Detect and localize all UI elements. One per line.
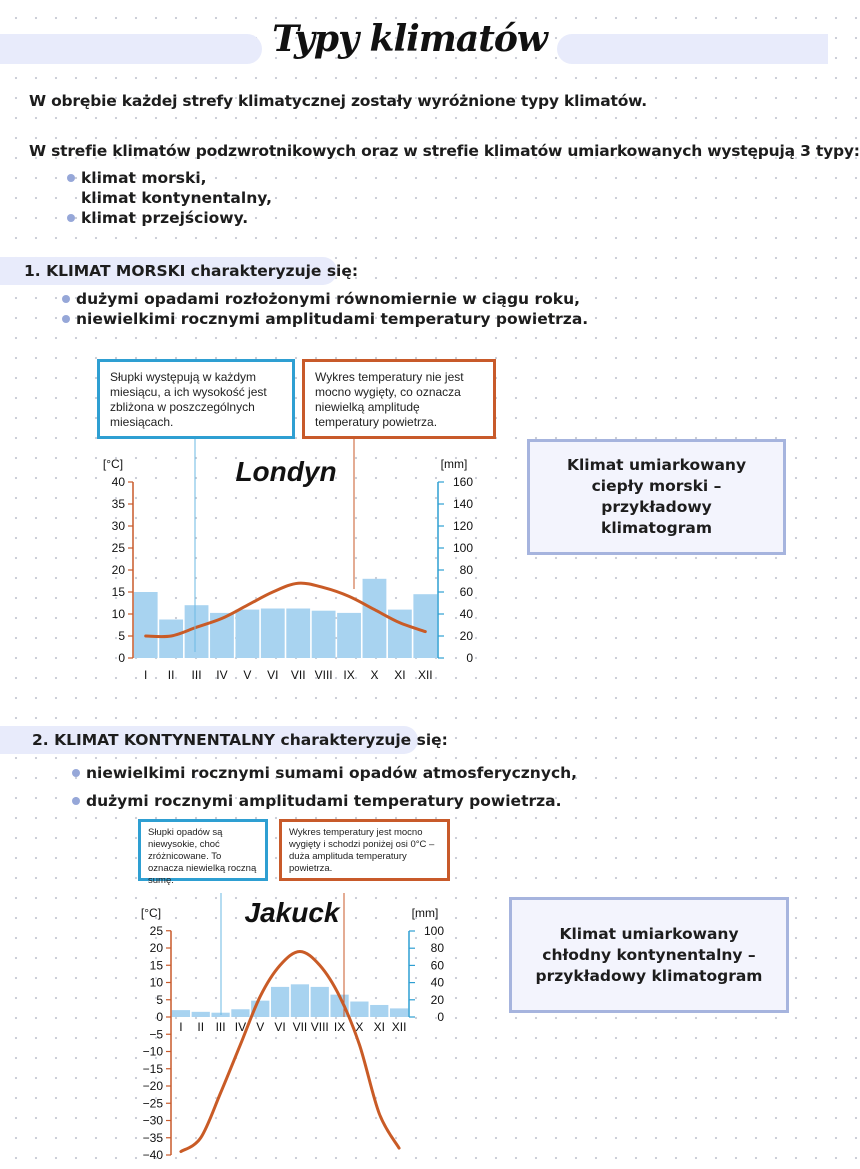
precip-bar-XI bbox=[370, 1005, 388, 1017]
section-1-heading bbox=[0, 257, 359, 285]
precip-bar-II bbox=[159, 620, 183, 659]
precip-bar-VI bbox=[271, 987, 289, 1017]
temperature-tick-label: −15 bbox=[142, 1061, 163, 1076]
precip-bar-VII bbox=[286, 609, 310, 659]
jakuck-climate-chart bbox=[138, 893, 448, 1169]
precip-bar-X bbox=[350, 1002, 368, 1017]
precip-bar-I bbox=[172, 1010, 190, 1017]
month-label-VI: VI bbox=[267, 668, 279, 682]
list-item: dużymi rocznymi amplitudami temperatury powietrza. bbox=[72, 787, 577, 815]
list-item: klimat przejściowy. bbox=[67, 208, 272, 228]
precip-bar-VIII bbox=[312, 611, 336, 658]
precip-tick-label: 100 bbox=[452, 541, 473, 555]
continental-climate-caption: Klimat umiarkowany chłodny kontynentalny – przykładowy klimatogram bbox=[509, 897, 789, 1013]
chart-title: Jakuck bbox=[244, 897, 340, 928]
precip-unit: [mm] bbox=[440, 457, 468, 471]
precip-unit: [mm] bbox=[411, 906, 439, 920]
temperature-tick-label: −20 bbox=[142, 1079, 163, 1093]
month-label-V: V bbox=[256, 1020, 265, 1034]
temperature-unit: [°C] bbox=[102, 457, 124, 471]
precip-tick-label: 20 bbox=[430, 992, 444, 1007]
temperature-tick-label: 5 bbox=[156, 992, 163, 1007]
title-decoration-left bbox=[0, 34, 262, 64]
precip-tick-label: 120 bbox=[452, 519, 473, 533]
month-label-I: I bbox=[179, 1020, 183, 1034]
page-title: Typy klimatów bbox=[272, 18, 547, 60]
temperature-tick-label: 25 bbox=[149, 923, 163, 938]
temperature-note-box: Wykres temperatury nie jest mocno wygięty, co oznacza niewielką amplitudę temperatury powietrza. bbox=[302, 359, 496, 439]
temperature-tick-label: 0 bbox=[156, 1010, 163, 1024]
month-label-X: X bbox=[355, 1020, 364, 1034]
month-label-IX: IX bbox=[343, 668, 355, 682]
month-label-VII: VII bbox=[290, 668, 306, 682]
precipitation-note-box: Słupki występują w każdym miesiącu, a ich wysokość jest zbliżona w poszczególnych miesiącach. bbox=[97, 359, 295, 439]
temperature-tick-label: −40 bbox=[142, 1148, 163, 1162]
temperature-tick-label: −35 bbox=[142, 1130, 163, 1145]
section-2-lead: 2. KLIMAT KONTYNENTALNY bbox=[32, 731, 276, 749]
section-2-rest: charakteryzuje się: bbox=[275, 731, 448, 749]
month-label-XII: XII bbox=[391, 1020, 407, 1034]
month-label-VI: VI bbox=[274, 1020, 286, 1034]
temperature-tick-label: 30 bbox=[111, 519, 125, 533]
temperature-tick-label: 20 bbox=[111, 563, 125, 577]
precip-bar-VIII bbox=[311, 987, 329, 1017]
month-label-XII: XII bbox=[417, 668, 433, 682]
precip-bar-II bbox=[192, 1012, 210, 1017]
section-1-lead: 1. KLIMAT MORSKI bbox=[24, 262, 186, 280]
month-label-VIII: VIII bbox=[314, 668, 333, 682]
month-label-VIII: VIII bbox=[310, 1020, 329, 1034]
temperature-tick-label: 10 bbox=[111, 607, 125, 621]
precip-bar-VII bbox=[291, 984, 309, 1017]
temperature-tick-label: 20 bbox=[149, 941, 163, 955]
precip-tick-label: 0 bbox=[437, 1010, 444, 1024]
month-label-XI: XI bbox=[394, 668, 406, 682]
month-label-II: II bbox=[167, 668, 175, 682]
temperature-tick-label: 35 bbox=[111, 497, 125, 511]
precip-tick-label: 100 bbox=[423, 924, 444, 938]
precip-tick-label: 40 bbox=[430, 975, 444, 990]
month-label-XI: XI bbox=[373, 1020, 385, 1034]
intro-line-2: W strefie klimatów podzwrotnikowych oraz w strefie klimatów umiarkowanych występują 3 typy: bbox=[29, 142, 860, 160]
temperature-tick-label: 25 bbox=[111, 541, 125, 555]
temperature-note-box: Wykres temperatury jest mocno wygięty i schodzi poniżej osi 0°C – duża amplituda temperatury powietrza. bbox=[279, 819, 450, 881]
month-label-VII: VII bbox=[292, 1020, 308, 1034]
precip-tick-label: 40 bbox=[459, 607, 473, 621]
section-2-heading bbox=[0, 726, 448, 754]
precip-bar-IV bbox=[231, 1009, 249, 1017]
temperature-tick-label: 15 bbox=[149, 958, 163, 973]
climate-types-list bbox=[67, 168, 272, 228]
temperature-tick-label: 0 bbox=[118, 651, 125, 665]
month-label-III: III bbox=[215, 1020, 226, 1034]
temperature-tick-label: 15 bbox=[111, 585, 125, 599]
month-label-V: V bbox=[243, 668, 252, 682]
chart-title: Londyn bbox=[235, 456, 337, 487]
month-label-I: I bbox=[144, 668, 148, 682]
temperature-tick-label: −30 bbox=[142, 1113, 163, 1128]
section-1-rest: charakteryzuje się: bbox=[185, 262, 359, 280]
london-climate-chart bbox=[90, 439, 473, 689]
intro-line-1: W obrębie każdej strefy klimatycznej zostały wyróżnione typy klimatów. bbox=[29, 92, 647, 110]
month-label-X: X bbox=[370, 668, 379, 682]
precip-tick-label: 140 bbox=[452, 497, 473, 511]
precip-bar-I bbox=[134, 592, 158, 658]
temperature-tick-label: 10 bbox=[149, 975, 163, 990]
list-item: niewielkimi rocznymi amplitudami temperatury powietrza. bbox=[62, 309, 588, 329]
list-item: dużymi opadami rozłożonymi równomiernie w ciągu roku, bbox=[62, 289, 588, 309]
list-item: klimat morski, bbox=[67, 168, 272, 188]
precip-tick-label: 20 bbox=[459, 629, 473, 643]
precip-tick-label: 160 bbox=[452, 475, 473, 489]
precip-bar-XII bbox=[413, 594, 437, 658]
title-decoration-right bbox=[557, 34, 828, 64]
temperature-line bbox=[181, 951, 399, 1151]
section-2-bullets bbox=[72, 759, 577, 815]
precip-bar-X bbox=[363, 579, 387, 658]
temperature-tick-label: 40 bbox=[111, 475, 125, 489]
precip-bar-VI bbox=[261, 609, 285, 659]
list-item: niewielkimi rocznymi sumami opadów atmosferycznych, bbox=[72, 759, 577, 787]
list-item: klimat kontynentalny, bbox=[81, 189, 273, 207]
precip-tick-label: 60 bbox=[430, 958, 444, 973]
month-label-IV: IV bbox=[216, 668, 228, 682]
precip-bar-IX bbox=[337, 613, 361, 658]
precip-bar-XII bbox=[390, 1008, 408, 1017]
maritime-climate-caption: Klimat umiarkowany ciepły morski – przykładowy klimatogram bbox=[527, 439, 786, 555]
precip-tick-label: 0 bbox=[466, 651, 473, 665]
precipitation-note-box: Słupki opadów są niewysokie, choć zróżnicowane. To oznacza niewielką roczną sumę. bbox=[138, 819, 268, 881]
precip-tick-label: 60 bbox=[459, 585, 473, 599]
temperature-tick-label: −25 bbox=[142, 1096, 163, 1111]
temperature-tick-label: 5 bbox=[118, 629, 125, 643]
temperature-unit: [°C] bbox=[140, 905, 162, 920]
month-label-III: III bbox=[191, 668, 202, 682]
precip-tick-label: 80 bbox=[459, 563, 473, 577]
month-label-IV: IV bbox=[234, 1020, 247, 1034]
precip-tick-label: 80 bbox=[430, 941, 444, 956]
section-1-bullets bbox=[62, 289, 588, 329]
precip-bar-XI bbox=[388, 610, 412, 658]
precip-bar-V bbox=[235, 610, 259, 658]
month-label-II: II bbox=[197, 1020, 205, 1034]
month-label-IX: IX bbox=[333, 1020, 346, 1034]
temperature-tick-label: −10 bbox=[142, 1044, 163, 1059]
temperature-tick-label: −5 bbox=[149, 1027, 163, 1042]
